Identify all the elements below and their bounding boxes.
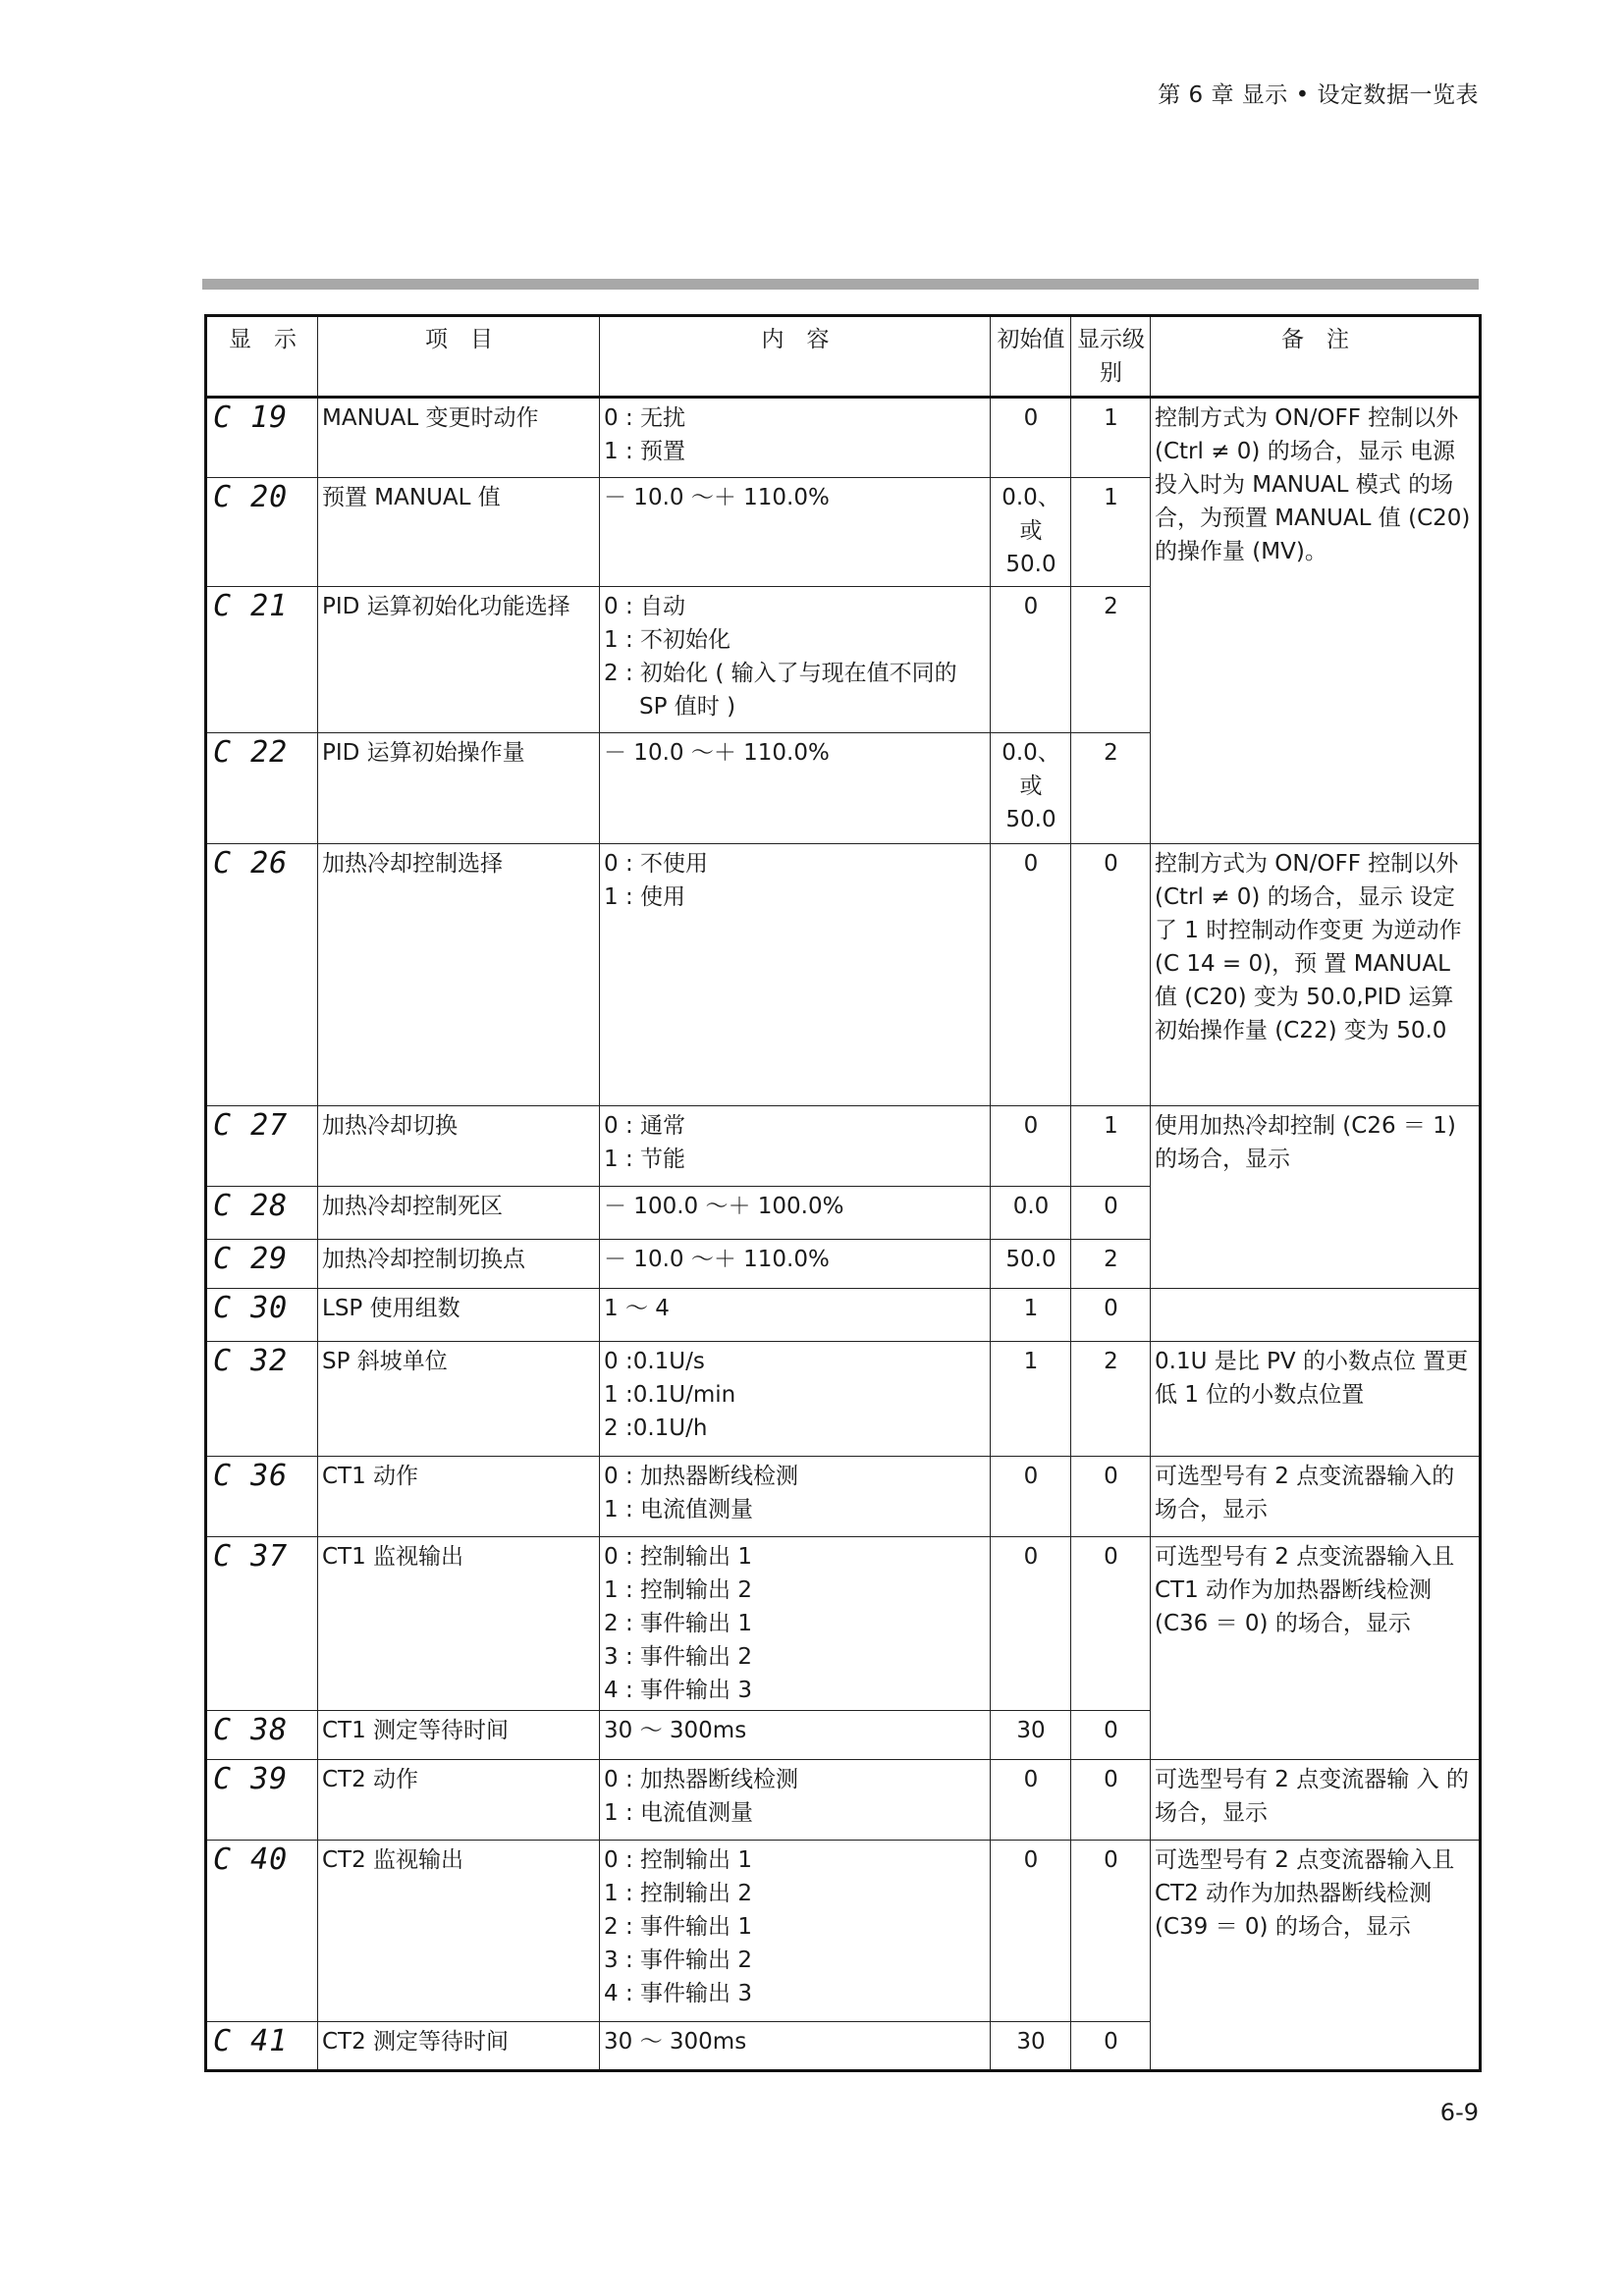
table-row [206, 398, 1481, 478]
display-code-cell: C 32 [206, 1342, 318, 1457]
content-line: 4 : 事件输出 3 [604, 1678, 752, 1703]
table-row [206, 1289, 1481, 1342]
content-line: 0 : 不使用 [604, 851, 709, 877]
content-line: 1 : 控制输出 2 [604, 1881, 752, 1906]
content-line: 1 : 节能 [604, 1147, 686, 1172]
content-cell [600, 2022, 991, 2071]
header-notes: 备 注 [1151, 316, 1481, 398]
content-line: 30 ～ 300ms [604, 1718, 747, 1743]
content-cell [600, 1187, 991, 1240]
notes-cell: 可选型号有 2 点变流器输入的 场合，显示 [1151, 1457, 1481, 1537]
table-row [206, 1457, 1481, 1537]
display-code-cell: C 22 [206, 733, 318, 844]
content-cell [600, 1841, 991, 2022]
display-level-cell: 0 [1071, 844, 1151, 1106]
content-cell [600, 398, 991, 478]
content-cell [600, 1240, 991, 1289]
initial-value-cell: 0.0、或 50.0 [991, 478, 1071, 587]
notes-cell: 控制方式为 ON/OFF 控制以外 (Ctrl ≠ 0) 的场合，显示 设定了 1 时控制动作变更 为逆动作 (C 14 = 0)，预 置 MANUAL 值 (C20) 变为 50.0,PID 运算初始操作量 (C22) 变为 50.0 [1151, 844, 1481, 1106]
content-line: 1 : 使用 [604, 884, 686, 910]
content-cell [600, 1106, 991, 1187]
content-cell [600, 844, 991, 1106]
header-initial: 初始值 [991, 316, 1071, 398]
item-cell: 加热冷却控制选择 [318, 844, 600, 1106]
content-line: 3 : 事件输出 2 [604, 1948, 752, 1973]
initial-value-cell: 0 [991, 1760, 1071, 1841]
content-line: 0 : 通常 [604, 1113, 686, 1139]
content-line: － 10.0 ～＋ 110.0% [604, 740, 830, 766]
item-cell: MANUAL 变更时动作 [318, 398, 600, 478]
display-level-cell: 0 [1071, 2022, 1151, 2071]
header-rule [202, 279, 1479, 290]
display-level-cell: 0 [1071, 1457, 1151, 1537]
initial-value-cell: 1 [991, 1289, 1071, 1342]
initial-value-cell: 0 [991, 398, 1071, 478]
table-body [206, 398, 1481, 2071]
content-line: 4 : 事件输出 3 [604, 1981, 752, 2006]
notes-cell: 0.1U 是比 PV 的小数点位 置更低 1 位的小数点位置 [1151, 1342, 1481, 1457]
table-row [206, 1537, 1481, 1711]
display-level-cell: 1 [1071, 1106, 1151, 1187]
settings-table [204, 314, 1482, 2072]
content-line: 2 :0.1U/h [604, 1415, 708, 1441]
display-level-cell: 2 [1071, 587, 1151, 733]
content-line: 1 : 预置 [604, 439, 686, 464]
content-line: 1 : 不初始化 [604, 627, 731, 653]
content-line: － 10.0 ～＋ 110.0% [604, 1247, 830, 1272]
display-level-cell: 0 [1071, 1841, 1151, 2022]
item-cell: CT1 监视输出 [318, 1537, 600, 1711]
content-line: 2 : 事件输出 1 [604, 1914, 752, 1940]
display-level-cell: 2 [1071, 1342, 1151, 1457]
content-line: 2 : 事件输出 1 [604, 1611, 752, 1636]
notes-cell: 使用加热冷却控制 (C26 ＝ 1) 的场合，显示 [1151, 1106, 1481, 1289]
table-row [206, 1760, 1481, 1841]
item-cell: 加热冷却控制死区 [318, 1187, 600, 1240]
content-cell [600, 478, 991, 587]
display-level-cell: 0 [1071, 1187, 1151, 1240]
display-code-cell: C 28 [206, 1187, 318, 1240]
initial-value-cell: 30 [991, 2022, 1071, 2071]
display-code-cell: C 40 [206, 1841, 318, 2022]
notes-cell: 可选型号有 2 点变流器输入且 CT1 动作为加热器断线检测 (C36 ＝ 0) 的场合，显示 [1151, 1537, 1481, 1760]
initial-value-cell: 0 [991, 1106, 1071, 1187]
display-level-cell: 2 [1071, 1240, 1151, 1289]
item-cell: CT2 监视输出 [318, 1841, 600, 2022]
content-line: 3 : 事件输出 2 [604, 1644, 752, 1670]
initial-value-cell: 0 [991, 844, 1071, 1106]
initial-value-cell: 30 [991, 1711, 1071, 1760]
content-cell [600, 1457, 991, 1537]
item-cell: 预置 MANUAL 值 [318, 478, 600, 587]
item-cell: 加热冷却控制切换点 [318, 1240, 600, 1289]
notes-cell: 控制方式为 ON/OFF 控制以外 (Ctrl ≠ 0) 的场合，显示 电源投入时为 MANUAL 模式 的场合，为预置 MANUAL 值 (C20) 的操作量 (MV)。 [1151, 398, 1481, 844]
content-line: 1 : 电流值测量 [604, 1497, 754, 1522]
content-cell [600, 587, 991, 733]
display-code-cell: C 21 [206, 587, 318, 733]
item-cell: LSP 使用组数 [318, 1289, 600, 1342]
notes-cell [1151, 1289, 1481, 1342]
item-cell: PID 运算初始化功能选择 [318, 587, 600, 733]
content-cell [600, 1711, 991, 1760]
content-line: － 100.0 ～＋ 100.0% [604, 1194, 844, 1219]
initial-value-cell: 0 [991, 1457, 1071, 1537]
initial-value-cell: 0 [991, 587, 1071, 733]
header-display: 显 示 [206, 316, 318, 398]
display-code-cell: C 37 [206, 1537, 318, 1711]
notes-cell: 可选型号有 2 点变流器输入且 CT2 动作为加热器断线检测 (C39 ＝ 0) 的场合，显示 [1151, 1841, 1481, 2071]
content-cell [600, 733, 991, 844]
chapter-header: 第 6 章 显示 • 设定数据一览表 [1158, 82, 1479, 108]
initial-value-cell: 0 [991, 1537, 1071, 1711]
page-number: 6-9 [1439, 2099, 1479, 2126]
display-level-cell: 0 [1071, 1760, 1151, 1841]
display-level-cell: 0 [1071, 1289, 1151, 1342]
item-cell: CT2 测定等待时间 [318, 2022, 600, 2071]
display-code-cell: C 19 [206, 398, 318, 478]
content-cell [600, 1537, 991, 1711]
initial-value-cell: 50.0 [991, 1240, 1071, 1289]
display-code-cell: C 30 [206, 1289, 318, 1342]
table-row [206, 1106, 1481, 1187]
content-line: 0 : 加热器断线检测 [604, 1464, 799, 1489]
table-row [206, 1342, 1481, 1457]
display-code-cell: C 36 [206, 1457, 318, 1537]
display-level-cell: 0 [1071, 1711, 1151, 1760]
item-cell: CT2 动作 [318, 1760, 600, 1841]
item-cell: CT1 测定等待时间 [318, 1711, 600, 1760]
display-level-cell: 2 [1071, 733, 1151, 844]
initial-value-cell: 0.0 [991, 1187, 1071, 1240]
display-code-cell: C 38 [206, 1711, 318, 1760]
content-line: 30 ～ 300ms [604, 2029, 747, 2055]
display-code-cell: C 20 [206, 478, 318, 587]
display-level-cell: 1 [1071, 398, 1151, 478]
item-cell: CT1 动作 [318, 1457, 600, 1537]
notes-cell: 可选型号有 2 点变流器输 入 的场合，显示 [1151, 1760, 1481, 1841]
display-level-cell: 1 [1071, 478, 1151, 587]
table-row [206, 1841, 1481, 2022]
content-line: 0 : 控制输出 1 [604, 1544, 752, 1570]
initial-value-cell: 0 [991, 1841, 1071, 2022]
content-line: 0 : 加热器断线检测 [604, 1767, 799, 1792]
content-line: 2 : 初始化 ( 输入了与现在值不同的 [604, 661, 957, 686]
display-code-cell: C 41 [206, 2022, 318, 2071]
initial-value-cell: 1 [991, 1342, 1071, 1457]
display-code-cell: C 29 [206, 1240, 318, 1289]
initial-value-cell: 0.0、或 50.0 [991, 733, 1071, 844]
display-level-cell: 0 [1071, 1537, 1151, 1711]
item-cell: 加热冷却切换 [318, 1106, 600, 1187]
content-cell [600, 1342, 991, 1457]
header-item: 项 目 [318, 316, 600, 398]
content-line: 1 ～ 4 [604, 1296, 670, 1321]
content-cell [600, 1289, 991, 1342]
table-header-row [206, 316, 1481, 398]
content-line: 1 :0.1U/min [604, 1382, 736, 1408]
content-line: 0 : 无扰 [604, 405, 686, 431]
content-line: 1 : 控制输出 2 [604, 1577, 752, 1603]
item-cell: PID 运算初始操作量 [318, 733, 600, 844]
item-cell: SP 斜坡单位 [318, 1342, 600, 1457]
content-line: SP 值时 ) [639, 694, 736, 720]
content-line: 0 : 自动 [604, 594, 686, 619]
display-code-cell: C 26 [206, 844, 318, 1106]
content-cell [600, 1760, 991, 1841]
table-row [206, 844, 1481, 1106]
header-content: 内 容 [600, 316, 991, 398]
content-line: 0 : 控制输出 1 [604, 1847, 752, 1873]
display-code-cell: C 39 [206, 1760, 318, 1841]
content-line: － 10.0 ～＋ 110.0% [604, 485, 830, 510]
content-line: 0 :0.1U/s [604, 1349, 705, 1374]
content-line: 1 : 电流值测量 [604, 1800, 754, 1826]
display-code-cell: C 27 [206, 1106, 318, 1187]
header-level: 显示级别 [1071, 316, 1151, 398]
